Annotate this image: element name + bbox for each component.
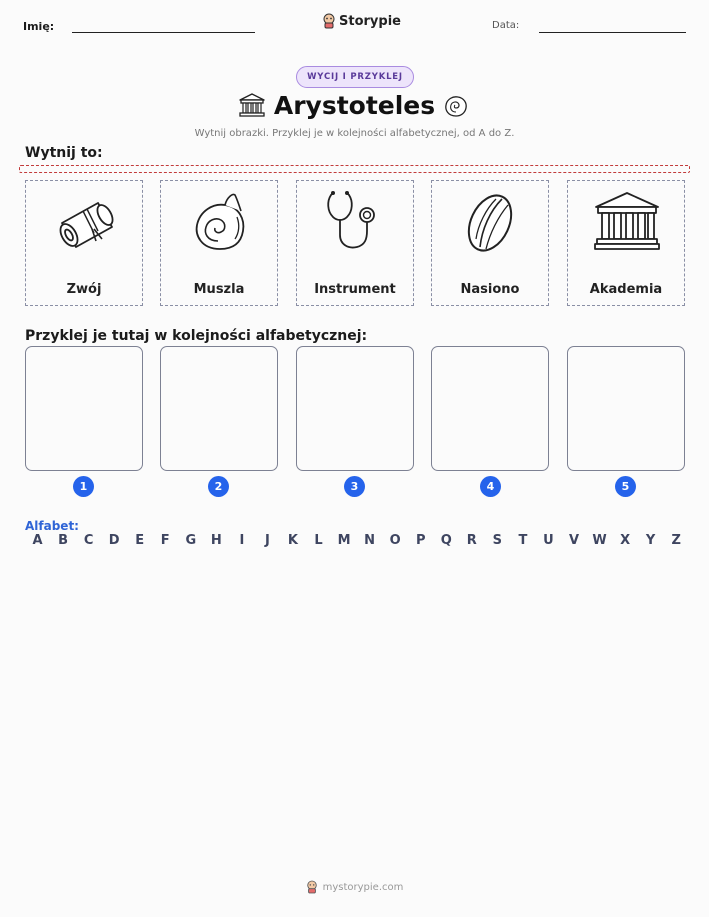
slot-number-badge: 5 (615, 476, 636, 497)
alphabet-letter: C (83, 533, 94, 548)
brand-name: Storypie (339, 13, 401, 29)
cut-card-academy[interactable] (567, 180, 685, 306)
card-label: Instrument (314, 282, 396, 297)
alphabet-letter: R (466, 533, 477, 548)
shell-icon (185, 189, 255, 253)
footer (0, 880, 709, 894)
alphabet-letter: G (185, 533, 197, 548)
paste-slot-4[interactable] (431, 346, 549, 471)
alphabet-letter: X (620, 533, 631, 548)
storypie-mascot-icon (322, 13, 336, 29)
brand-logo (322, 13, 401, 29)
alphabet-letter: B (58, 533, 68, 548)
card-label: Muszla (193, 282, 245, 297)
alphabet-letter: D (108, 533, 120, 548)
slot-number-badge: 2 (208, 476, 229, 497)
alphabet-letter: O (389, 533, 401, 548)
slot-number-badge: 1 (73, 476, 94, 497)
cut-card-stethoscope[interactable] (296, 180, 414, 306)
cut-section-heading: Wytnij to: (25, 145, 103, 161)
stethoscope-icon (321, 189, 391, 253)
date-line[interactable] (539, 32, 686, 33)
name-label: Imię: (23, 20, 55, 33)
activity-badge: WYCIJ I PRZYKLEJ (296, 66, 414, 88)
alphabet-letter: L (314, 533, 323, 548)
card-label: Akademia (589, 282, 663, 297)
alphabet-letter: F (160, 533, 170, 548)
alphabet-letter: Z (671, 533, 681, 548)
alphabet-letter: I (239, 533, 245, 548)
alphabet-letter: W (592, 533, 607, 548)
cut-card-scroll[interactable] (25, 180, 143, 306)
cut-line (19, 165, 690, 173)
name-line[interactable] (72, 32, 255, 33)
shell-icon (443, 93, 469, 119)
alphabet-letter: P (415, 533, 426, 548)
slot-number-badge: 3 (344, 476, 365, 497)
cut-card-seed[interactable] (431, 180, 549, 306)
alphabet-letter: U (543, 533, 554, 548)
alphabet-letter: T (518, 533, 528, 548)
paste-slot-5[interactable] (567, 346, 685, 471)
date-label: Data: (492, 20, 520, 31)
alphabet-letter: S (492, 533, 503, 548)
paste-section-heading: Przyklej je tutaj w kolejności alfabetycznej: (25, 328, 368, 344)
alphabet-letter: M (337, 533, 351, 548)
alphabet-letter: H (210, 533, 222, 548)
cut-card-shell[interactable] (160, 180, 278, 306)
alphabet-letter: Y (645, 533, 656, 548)
paste-slot-2[interactable] (160, 346, 278, 471)
seed-icon (456, 189, 526, 253)
alphabet-heading: Alfabet: (25, 519, 79, 533)
alphabet-row (25, 533, 689, 548)
alphabet-letter: E (135, 533, 145, 548)
alphabet-letter: V (568, 533, 580, 548)
alphabet-letter: A (32, 533, 43, 548)
alphabet-letter: N (364, 533, 376, 548)
paste-slot-1[interactable] (25, 346, 143, 471)
slot-number-badge: 4 (480, 476, 501, 497)
instructions-text: Wytnij obrazki. Przyklej je w kolejności alfabetycznej, od A do Z. (194, 128, 515, 139)
paste-slot-3[interactable] (296, 346, 414, 471)
temple-icon (592, 189, 662, 253)
card-label: Nasiono (460, 282, 520, 297)
alphabet-letter: K (287, 533, 298, 548)
card-label: Zwój (66, 282, 102, 297)
alphabet-letter: J (265, 533, 270, 548)
alphabet-letter: Q (440, 533, 452, 548)
footer-url[interactable]: mystorypie.com (322, 881, 404, 893)
storypie-mascot-icon (306, 880, 318, 894)
scroll-icon (50, 189, 120, 253)
page-title: Arystoteles (273, 91, 436, 120)
